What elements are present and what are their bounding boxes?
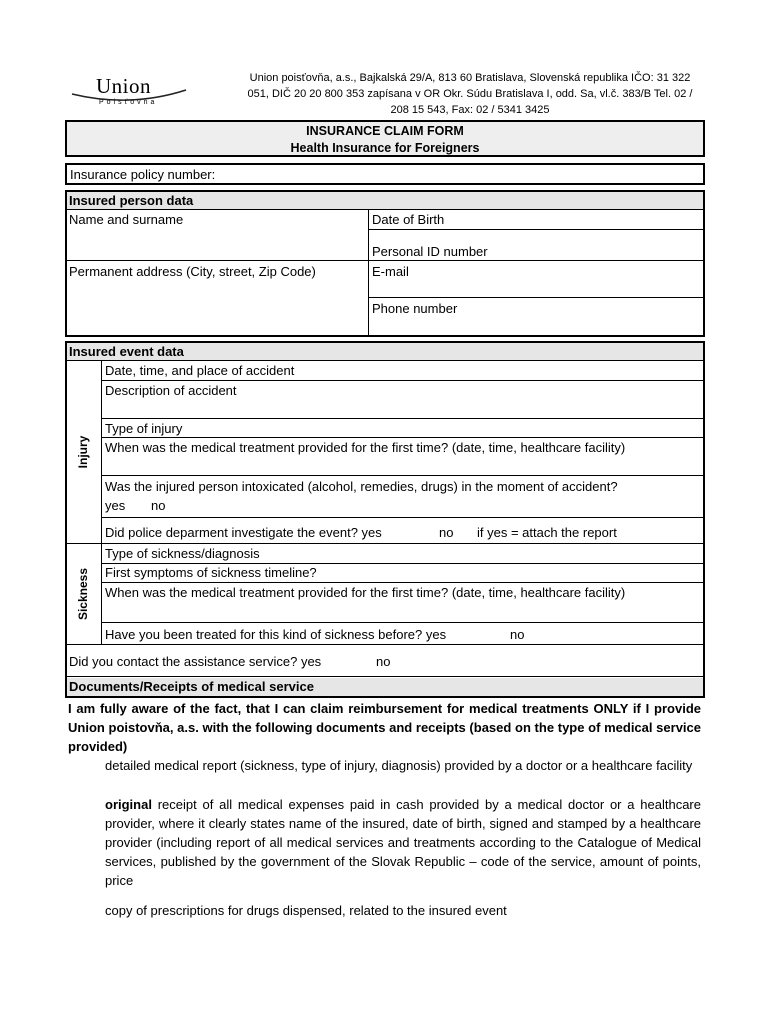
- row-divider: [101, 563, 704, 564]
- company-info: [232, 70, 708, 118]
- form-title: INSURANCE CLAIM FORM: [306, 124, 464, 138]
- insured-person-heading: Insured person data: [67, 192, 703, 210]
- first-symptoms-field[interactable]: First symptoms of sickness timeline?: [105, 565, 317, 580]
- document-item-medical-report: detailed medical report (sickness, type of injury, diagnosis) provided by a doctor or a healthcare facility: [105, 758, 693, 773]
- row-divider: [101, 437, 704, 438]
- logo-subtitle: Poisťovňa: [99, 99, 158, 106]
- assistance-question[interactable]: Did you contact the assistance service? yes: [69, 654, 322, 669]
- documents-heading: Documents/Receipts of medical service: [67, 678, 703, 696]
- insured-event-heading: Insured event data: [67, 343, 703, 361]
- row-divider: [368, 297, 704, 298]
- form-subtitle: Health Insurance for Foreigners: [290, 141, 480, 155]
- permanent-address-field[interactable]: Permanent address (City, street, Zip Code): [69, 264, 316, 279]
- document-item-prescriptions: copy of prescriptions for drugs dispensed, related to the insured event: [105, 903, 507, 918]
- union-logo: [70, 74, 188, 110]
- email-field[interactable]: E-mail: [372, 264, 409, 279]
- company-line-3: 208 15 543, Fax: 02 / 5341 3425: [390, 104, 550, 116]
- police-no-option[interactable]: no: [439, 525, 454, 540]
- sickness-label: Sickness: [76, 567, 90, 621]
- documents-intro: I am fully aware of the fact, that I can claim reimbursement for medical treatments ONLY if I provide Union poistovňa, a.s. with the following documents and receipts (based on the type of medical service provided): [68, 701, 701, 754]
- name-surname-field[interactable]: Name and surname: [69, 212, 184, 227]
- treated-before-question[interactable]: Have you been treated for this kind of sickness before? yes: [105, 627, 447, 642]
- injury-type-field[interactable]: Type of injury: [105, 421, 183, 436]
- treated-before-no-option[interactable]: no: [510, 627, 525, 642]
- intoxicated-yes-option[interactable]: yes: [105, 498, 126, 513]
- injury-label: Injury: [76, 435, 90, 469]
- row-divider: [66, 260, 704, 261]
- row-divider: [101, 622, 704, 623]
- row-divider: [101, 380, 704, 381]
- injury-treatment-field[interactable]: When was the medical treatment provided for the first time? (date, time, healthcare facility): [105, 440, 626, 455]
- personal-id-field[interactable]: Personal ID number: [372, 244, 488, 259]
- sickness-treatment-field[interactable]: When was the medical treatment provided for the first time? (date, time, healthcare facility): [105, 585, 626, 600]
- row-divider: [101, 517, 704, 518]
- section-divider: [66, 543, 704, 544]
- row-divider: [101, 475, 704, 476]
- form-title-box: [65, 120, 705, 157]
- original-emphasis: original: [105, 797, 152, 812]
- phone-number-field[interactable]: Phone number: [372, 301, 458, 316]
- row-divider: [101, 582, 704, 583]
- section-divider: [66, 644, 704, 645]
- receipt-text: receipt of all medical expenses paid in cash provided by a medical doctor or a healthcare provider, where it clearly states name of the insured, date of birth, signed and stamped by a healthcare provider (including report of all medical services and treatments according to the Catalogue of Medical services, published by the government of the Slovak Republic – code of the service, amount of points, price: [105, 797, 701, 888]
- logo-name: Union: [96, 74, 151, 98]
- company-line-2: 051, DIČ 20 20 800 353 zapísana v OR Okr. Súdu Bratislava I, odd. Sa, vl.č. 383/B Tel. 02 /: [247, 88, 693, 100]
- section-divider: [66, 676, 704, 677]
- intoxicated-question: Was the injured person intoxicated (alcohol, remedies, drugs) in the moment of accident?: [105, 479, 618, 494]
- accident-date-place-field[interactable]: Date, time, and place of accident: [105, 363, 295, 378]
- policy-number-field[interactable]: [65, 163, 705, 185]
- accident-description-field[interactable]: Description of accident: [105, 383, 237, 398]
- assistance-no-option[interactable]: no: [376, 654, 391, 669]
- police-report-note: if yes = attach the report: [477, 525, 617, 540]
- category-column-divider: [101, 361, 102, 644]
- sickness-type-field[interactable]: Type of sickness/diagnosis: [105, 546, 260, 561]
- date-of-birth-field[interactable]: Date of Birth: [372, 212, 445, 227]
- row-divider: [101, 418, 704, 419]
- row-divider: [368, 229, 704, 230]
- police-question[interactable]: Did police deparment investigate the event? yes: [105, 525, 382, 540]
- company-line-1: Union poisťovňa, a.s., Bajkalská 29/A, 813 60 Bratislava, Slovenská republika IČO: 31 322: [249, 72, 691, 84]
- policy-number-label: Insurance policy number:: [70, 167, 216, 182]
- intoxicated-no-option[interactable]: no: [151, 498, 166, 513]
- document-item-receipt: [105, 795, 701, 890]
